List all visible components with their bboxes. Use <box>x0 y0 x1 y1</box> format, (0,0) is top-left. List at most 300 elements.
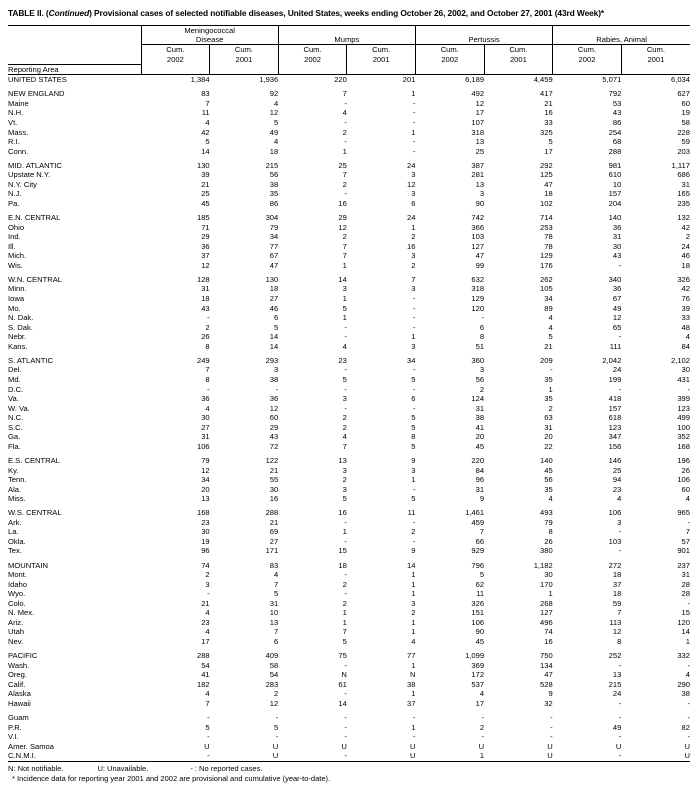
table-row <box>8 618 690 628</box>
row-value: 24 <box>407 160 416 170</box>
row-value: 16 <box>407 241 416 251</box>
row-value: - <box>275 713 279 723</box>
row-value: 9 <box>548 689 553 699</box>
row-reporting-area: Vt. <box>8 117 18 127</box>
row-reporting-area: N.H. <box>8 108 24 118</box>
row-value: 39 <box>681 303 690 313</box>
row-value: 34 <box>544 294 553 304</box>
row-reporting-area: Mass. <box>8 127 29 137</box>
row-value: 82 <box>681 722 690 732</box>
row-value: - <box>412 294 416 304</box>
row-value: 140 <box>540 455 553 465</box>
row-reporting-area: R.I. <box>8 137 20 147</box>
row-value: 714 <box>540 213 553 223</box>
row-value: 38 <box>407 679 416 689</box>
table-row <box>8 651 690 661</box>
row-value: 15 <box>681 608 690 618</box>
row-value: U <box>615 741 622 751</box>
row-value: 125 <box>540 170 553 180</box>
row-value: - <box>618 332 622 342</box>
row-value: 185 <box>196 213 210 223</box>
row-value: 30 <box>681 365 690 375</box>
row-value: 47 <box>544 179 553 189</box>
row-value: 56 <box>544 475 553 485</box>
row-value: 332 <box>677 651 690 661</box>
row-value: 492 <box>471 89 485 99</box>
row-value: 34 <box>201 475 210 485</box>
row-value: 69 <box>269 527 279 537</box>
row-value: 106 <box>196 441 210 451</box>
row-value: 610 <box>608 170 622 180</box>
footnotes <box>8 762 690 784</box>
row-value: 409 <box>265 651 279 661</box>
table-row <box>8 118 690 128</box>
row-value: 11 <box>201 108 210 118</box>
row-value: 347 <box>608 432 622 442</box>
row-reporting-area: Mich. <box>8 251 27 261</box>
row-value: 18 <box>544 189 553 199</box>
row-value: 12 <box>269 108 279 118</box>
title-continued: Continued <box>48 8 90 18</box>
row-value: 293 <box>265 355 279 365</box>
row-value: 45 <box>201 198 210 208</box>
row-value: 8 <box>411 432 416 442</box>
row-value: 4 <box>685 332 690 342</box>
table-row <box>8 385 690 395</box>
table-row <box>8 161 690 171</box>
row-value: 537 <box>471 679 485 689</box>
row-value: - <box>550 722 553 732</box>
header-spacer-8 <box>621 64 690 75</box>
row-value: 132 <box>677 213 690 223</box>
row-value: 176 <box>540 260 553 270</box>
row-value: - <box>618 660 622 670</box>
row-value: 4 <box>342 432 347 442</box>
row-reporting-area: Ga. <box>8 432 21 442</box>
row-value: 2 <box>205 322 210 332</box>
row-value: 1 <box>411 475 416 485</box>
row-value: 7 <box>205 365 210 375</box>
row-value: 84 <box>681 341 690 351</box>
row-value: - <box>412 713 416 723</box>
group-header-mumps: Mumps <box>278 25 415 45</box>
row-value: 13 <box>338 455 347 465</box>
row-reporting-area: Nev. <box>8 637 24 646</box>
row-value: 1 <box>342 260 347 270</box>
row-value: 2 <box>479 722 485 732</box>
table-row <box>8 466 690 476</box>
row-value: U <box>547 741 553 751</box>
row-value: 14 <box>269 332 279 342</box>
row-reporting-area: Ariz. <box>8 617 24 627</box>
row-value: 5 <box>411 494 416 504</box>
header-spacer-2 <box>210 64 279 75</box>
row-reporting-area: S. ATLANTIC <box>8 355 54 365</box>
table-row <box>8 742 690 752</box>
row-value: 30 <box>269 484 279 494</box>
row-reporting-area: Wis. <box>8 260 23 270</box>
row-value: 55 <box>269 475 279 485</box>
row-value: 129 <box>471 294 485 304</box>
row-value: - <box>687 384 690 394</box>
row-value: 618 <box>608 413 622 423</box>
title-pre: TABLE II. ( <box>8 8 49 18</box>
row-value: 4 <box>205 608 210 618</box>
row-value: - <box>687 698 690 708</box>
row-value: 1,182 <box>533 560 553 570</box>
row-value: 417 <box>540 89 553 99</box>
row-value: - <box>412 146 416 156</box>
row-value: U <box>547 751 553 761</box>
header-area-row <box>8 64 690 75</box>
row-value: 45 <box>544 465 553 475</box>
row-value: 4 <box>548 494 553 504</box>
row-value: 105 <box>540 284 553 294</box>
row-value: 326 <box>677 274 690 284</box>
row-value: 2 <box>411 527 416 537</box>
row-value: 220 <box>471 455 485 465</box>
row-value: 60 <box>269 413 279 423</box>
row-value: 12 <box>269 698 279 708</box>
row-value: 63 <box>544 413 553 423</box>
table-row <box>8 475 690 485</box>
row-value: 15 <box>338 546 347 556</box>
row-value: - <box>207 313 210 323</box>
row-value: 58 <box>681 117 690 127</box>
row-value: 25 <box>201 189 210 199</box>
table-row <box>8 304 690 314</box>
row-value: 39 <box>201 170 210 180</box>
row-value: 90 <box>475 198 485 208</box>
row-value: 13 <box>475 137 485 147</box>
row-value: 111 <box>609 341 622 351</box>
row-value: 199 <box>608 375 622 384</box>
row-value: 18 <box>612 589 622 599</box>
row-value: 2 <box>342 598 347 608</box>
row-value: 528 <box>540 679 553 689</box>
table-row <box>8 404 690 414</box>
row-value: 14 <box>201 146 210 156</box>
row-value: 47 <box>544 670 553 680</box>
row-value: 2 <box>411 608 416 618</box>
row-reporting-area: Wash. <box>8 660 30 670</box>
row-value: 17 <box>475 698 485 708</box>
table-row <box>8 137 690 147</box>
row-value: 14 <box>407 560 416 570</box>
row-value: 16 <box>544 108 553 118</box>
row-value: 47 <box>269 260 279 270</box>
row-value: 1 <box>411 127 416 137</box>
row-value: 75 <box>338 651 347 661</box>
row-value: 79 <box>269 222 279 232</box>
notifiable-diseases-table <box>8 25 690 761</box>
row-value: 47 <box>475 251 485 261</box>
row-value: 8 <box>617 637 622 646</box>
row-value: 21 <box>544 98 553 108</box>
row-value: - <box>344 517 347 527</box>
row-value: 283 <box>265 679 279 689</box>
row-value: - <box>344 713 347 723</box>
row-value: 10 <box>269 608 279 618</box>
row-value: - <box>344 137 347 147</box>
row-value: 369 <box>471 660 485 670</box>
row-value: 1 <box>411 617 416 627</box>
row-reporting-area: Conn. <box>8 146 29 156</box>
row-value: 78 <box>544 241 553 251</box>
row-value: 1 <box>411 589 416 599</box>
row-value: 46 <box>681 251 690 261</box>
table-row <box>8 189 690 199</box>
row-value: - <box>207 732 210 742</box>
row-reporting-area: PACIFIC <box>8 651 38 661</box>
row-value: 59 <box>612 598 622 608</box>
table-row <box>8 275 690 285</box>
table-row <box>8 108 690 118</box>
row-value: 4 <box>205 689 210 699</box>
row-value: 1 <box>685 637 690 646</box>
row-value: 128 <box>196 274 210 284</box>
row-value: 4 <box>274 570 279 580</box>
table-row <box>8 213 690 223</box>
row-value: 1,461 <box>465 508 485 518</box>
table-row <box>8 732 690 742</box>
row-value: 1 <box>411 570 416 580</box>
row-value: 1 <box>411 722 416 732</box>
row-value: - <box>618 546 622 556</box>
row-value: - <box>207 751 210 761</box>
row-value: 27 <box>269 536 279 546</box>
row-reporting-area: La. <box>8 527 19 537</box>
row-value: 235 <box>677 198 690 208</box>
row-value: 19 <box>201 536 210 546</box>
table-row <box>8 637 690 647</box>
row-value: - <box>344 589 347 599</box>
row-value: 156 <box>608 441 622 451</box>
row-value: N <box>341 670 347 680</box>
row-value: 21 <box>201 598 210 608</box>
row-value: 796 <box>471 560 485 570</box>
table-row <box>8 608 690 618</box>
row-value: 4 <box>479 689 485 699</box>
row-value: 215 <box>608 679 622 689</box>
table-row <box>8 527 690 537</box>
header-spacer-5 <box>415 64 484 75</box>
row-value: 12 <box>201 260 210 270</box>
footnote-star: * Incidence data for reporting year 2001 and 2002 are provisional and cumulative (year-to-date). <box>12 773 331 783</box>
row-value: 686 <box>677 170 690 180</box>
row-value: - <box>344 660 347 670</box>
row-reporting-area: Minn. <box>8 284 27 294</box>
row-value: 2 <box>479 384 485 394</box>
row-value: 290 <box>677 679 690 689</box>
row-value: 929 <box>471 546 485 556</box>
row-value: U <box>204 741 210 751</box>
row-reporting-area: Va. <box>8 394 19 404</box>
row-value: 366 <box>471 222 485 232</box>
table-row <box>8 546 690 556</box>
row-value: 25 <box>338 160 347 170</box>
subheader-meningococcal-2002: Cum. 2002 <box>141 45 210 64</box>
row-value: 10 <box>612 179 622 189</box>
row-value: 7 <box>617 608 622 618</box>
row-value: 140 <box>608 213 622 223</box>
row-value: 4 <box>342 341 347 351</box>
row-value: 21 <box>201 179 210 189</box>
table-row <box>8 580 690 590</box>
row-value: 57 <box>681 536 690 546</box>
row-value: 43 <box>612 251 622 261</box>
row-value: 7 <box>342 89 347 99</box>
row-value: 49 <box>612 722 622 732</box>
table-row <box>8 494 690 504</box>
row-value: 62 <box>475 579 485 589</box>
row-value: - <box>344 751 347 761</box>
row-reporting-area: Pa. <box>8 198 20 208</box>
row-value: 4 <box>411 637 416 646</box>
row-value: 3 <box>479 365 485 375</box>
row-value: 54 <box>269 670 279 680</box>
row-value: 4 <box>274 137 279 147</box>
row-reporting-area: MOUNTAIN <box>8 560 48 570</box>
row-value: 28 <box>681 589 690 599</box>
row-reporting-area: Fla. <box>8 441 21 451</box>
row-value: - <box>412 322 416 332</box>
row-value: 1 <box>342 608 347 618</box>
row-value: 2,042 <box>602 355 622 365</box>
row-value: 3 <box>342 465 347 475</box>
row-value: 1 <box>411 332 416 342</box>
table-row <box>8 284 690 294</box>
row-value: 1 <box>548 384 553 394</box>
row-value: 2 <box>342 179 347 189</box>
row-value: 632 <box>471 274 485 284</box>
row-value: - <box>550 713 553 723</box>
row-value: 33 <box>681 313 690 323</box>
row-value: 26 <box>681 465 690 475</box>
row-value: - <box>344 322 347 332</box>
row-value: 53 <box>612 98 622 108</box>
row-value: 77 <box>407 651 416 661</box>
row-value: 399 <box>677 394 690 404</box>
row-reporting-area: S. Dak. <box>8 322 33 332</box>
row-value: - <box>412 117 416 127</box>
row-value: 79 <box>544 517 553 527</box>
row-value: 8 <box>205 341 210 351</box>
row-value: 61 <box>338 679 347 689</box>
table-row <box>8 147 690 157</box>
row-value: 2 <box>342 413 347 423</box>
row-reporting-area: W. Va. <box>8 403 30 413</box>
row-value: - <box>618 713 622 723</box>
row-value: 4 <box>274 98 279 108</box>
row-value: 5,071 <box>602 75 622 85</box>
row-value: - <box>344 732 347 742</box>
subheader-rabies-2002: Cum. 2002 <box>553 45 622 64</box>
row-value: 2 <box>205 570 210 580</box>
row-value: 5 <box>274 589 279 599</box>
row-reporting-area: C.N.M.I. <box>8 751 36 761</box>
row-reporting-area: Nebr. <box>8 332 27 342</box>
row-value: 29 <box>338 213 347 223</box>
row-value: 16 <box>269 494 279 504</box>
row-value: U <box>409 741 416 751</box>
row-value: 19 <box>681 108 690 118</box>
row-value: 35 <box>544 394 553 404</box>
row-value: 201 <box>402 75 416 85</box>
row-value: 67 <box>269 251 279 261</box>
row-reporting-area: Ky. <box>8 465 19 475</box>
row-value: 151 <box>471 608 485 618</box>
row-value: - <box>412 517 416 527</box>
page-title <box>8 8 694 20</box>
row-reporting-area: Mont. <box>8 570 27 580</box>
row-value: 31 <box>475 484 485 494</box>
row-value: 281 <box>471 170 485 180</box>
row-value: 32 <box>544 698 553 708</box>
table-row <box>8 332 690 342</box>
row-reporting-area: Ind. <box>8 232 21 242</box>
table-row <box>8 323 690 333</box>
row-reporting-area: Iowa <box>8 294 25 304</box>
row-reporting-area: S.C. <box>8 422 23 432</box>
row-value: 8 <box>205 375 210 384</box>
row-value: 4 <box>685 494 690 504</box>
table-row <box>8 589 690 599</box>
table-row <box>8 294 690 304</box>
row-value: 18 <box>612 570 622 580</box>
row-value: 7 <box>342 251 347 261</box>
row-value: - <box>412 732 416 742</box>
row-value: 7 <box>274 579 279 589</box>
row-value: 24 <box>681 241 690 251</box>
row-value: 1 <box>411 579 416 589</box>
row-value: 92 <box>269 89 279 99</box>
row-value: 13 <box>475 179 485 189</box>
row-value: U <box>409 751 416 761</box>
subheader-meningococcal-2001: Cum. 2001 <box>210 45 279 64</box>
row-value: - <box>275 384 279 394</box>
column-header-reporting-area: Reporting Area <box>8 64 141 75</box>
row-value: 22 <box>544 441 553 451</box>
row-value: 254 <box>608 127 622 137</box>
row-reporting-area: Calif. <box>8 679 26 689</box>
row-value: - <box>344 384 347 394</box>
row-reporting-area: Wyo. <box>8 589 26 599</box>
row-value: 268 <box>540 598 553 608</box>
row-value: 45 <box>475 637 485 646</box>
row-value: 288 <box>608 146 622 156</box>
row-value: 3 <box>411 598 416 608</box>
row-value: 3 <box>342 484 347 494</box>
row-value: 43 <box>612 108 622 118</box>
row-value: 2 <box>342 475 347 485</box>
row-value: - <box>687 598 690 608</box>
row-value: 742 <box>471 213 485 223</box>
row-value: 102 <box>540 198 553 208</box>
row-value: 84 <box>475 465 485 475</box>
legend-n: N: Not notifiable. <box>8 763 64 773</box>
table-row <box>8 456 690 466</box>
row-value: 13 <box>201 494 210 504</box>
row-value: 325 <box>540 127 553 137</box>
row-value: 5 <box>411 375 416 384</box>
row-reporting-area: N.Y. City <box>8 179 37 189</box>
row-reporting-area: N. Mex. <box>8 608 35 618</box>
row-value: - <box>207 713 210 723</box>
legend-dash: - : No reported cases. <box>190 763 263 773</box>
row-value: 46 <box>269 303 279 313</box>
row-value: - <box>687 517 690 527</box>
